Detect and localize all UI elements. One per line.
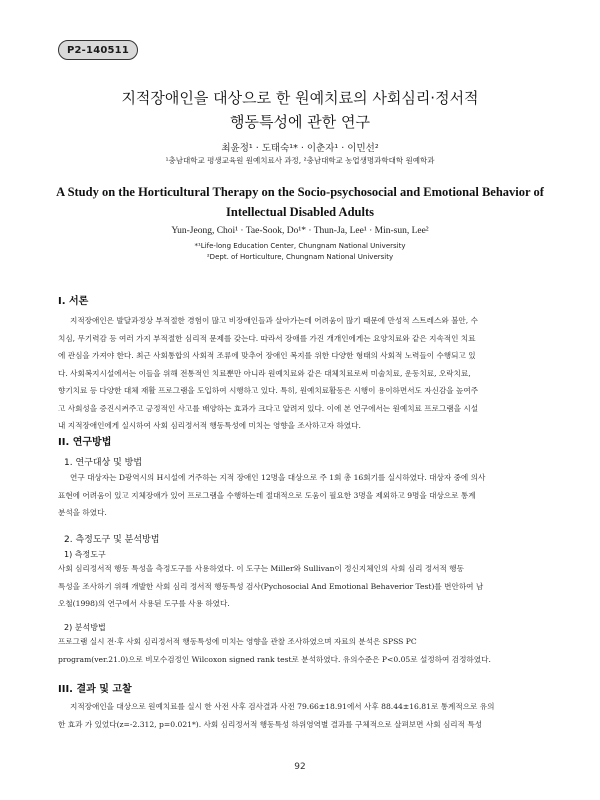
english-title-line-2: Intellectual Disabled Adults	[226, 205, 374, 219]
text-line: 지적장애인을 대상으로 원예치료를 실시 한 사전 사후 검사결과 사전 79.66±18.91에서 사후 88.44±16.81로 통계적으로 유의	[70, 702, 495, 711]
section-heading-results: III. 결과 및 고찰	[58, 684, 132, 695]
text-line: 특성을 조사하기 위해 개발한 사회 심리 정서적 행동특성 검사(Pychosocial And Emotional Behaverior Test)를 번안하여 남	[58, 581, 484, 591]
text-line: program(ver.21.0)으로 비모수검정인 Wilcoxon signed rank test로 분석하였다. 유의수준은 P<0.05로 설정하여 검정하였다.	[58, 654, 491, 664]
tool-paragraph	[58, 560, 544, 613]
english-affiliations	[0, 241, 600, 263]
text-line: 에 관심을 가져야 한다. 최근 사회통합의 사회적 조류에 맞추어 장애인 복지를 위한 다양한 형태의 사회적 노력들이 수행되고 있	[58, 351, 476, 360]
section-heading-methods: II. 연구방법	[58, 437, 112, 448]
page-number: 92	[294, 762, 306, 772]
korean-title-line-2: 행동특성에 관한 연구	[230, 113, 370, 131]
korean-title-line-1: 지적장애인을 대상으로 한 원예치료의 사회심리·정서적	[121, 89, 479, 107]
korean-title	[0, 86, 600, 134]
text-line: 한 효과 가 있었다(z=-2.312, p=0.021*). 사회 심리정서적 행동특성 하위영역별 결과를 구체적으로 살펴보면 사회 심리적 특성	[58, 719, 483, 729]
english-title	[20, 182, 580, 222]
subsection-heading-subjects: 1. 연구대상 및 방법	[64, 458, 143, 468]
text-line: 사회 심리정서적 행동 특성을 측정도구를 사용하였다. 이 도구는 Miller와 Sullivan이 정신지체인의 사회 심리 정서적 행동	[58, 564, 464, 573]
paper-code-badge: P2-140511	[58, 40, 138, 60]
text-line: 다. 사회복지시설에서는 이들을 위해 전통적인 치료뿐만 아니라 원예치료와 같은 대체치료로써 미술치료, 운동치료, 오락치료,	[58, 368, 471, 378]
english-authors: Yun-Jeong, Choi¹ · Tae-Sook, Do¹* · Thun-Ja, Lee¹ · Min-sun, Lee²	[171, 226, 429, 236]
analysis-paragraph	[58, 633, 544, 668]
text-line: 내 지적장애인에게 실시하여 사회 심리정서적 행동특성에 미치는 영향을 조사하고자 하였다.	[58, 421, 361, 430]
english-title-line-1: A Study on the Horticultural Therapy on the Socio-psychosocial and Emotional Behavior of	[56, 185, 544, 199]
text-line: 고 사회성을 증진시켜주고 긍정적인 사고를 배양하는 효과가 크다고 알려져 있다. 이에 본 연구에서는 원예치료 프로그램을 시설	[58, 403, 479, 413]
tool-heading: 1) 측정도구	[64, 550, 106, 559]
analysis-heading: 2) 분석방법	[64, 623, 106, 632]
text-line: 연구 대상자는 D광역시의 H시설에 거주하는 지적 장애인 12명을 대상으로 주 1회 총 16회기를 실시하였다. 대상자 중에 의사	[70, 473, 486, 482]
text-line: 오철(1998)의 연구에서 사용된 도구를 사용 하였다.	[58, 599, 230, 608]
subjects-paragraph	[58, 469, 544, 522]
text-line: 향기치료 등 다양한 대체 재활 프로그램을 도입하여 시행하고 있다. 특히, 원예치료활동은 시행이 용이하면서도 자신감을 높여주	[58, 386, 479, 395]
text-line: 치심, 무기력감 등 여러 가지 부적절한 심리적 문제를 갖는다. 따라서 장애를 가진 개개인에게는 요양치료와 같은 지속적인 치료	[58, 333, 476, 343]
text-line: 프로그램 실시 전·후 사회 심리정서적 행동특성에 미치는 영향을 관찰 조사하였으며 자료의 분석은 SPSS PC	[58, 637, 417, 646]
text-line: 지적장애인은 발달과정상 부적절한 경험이 많고 비장애인들과 살아가는데 어려움이 많기 때문에 만성적 스트레스와 불안, 수	[70, 316, 478, 325]
section-heading-intro: I. 서론	[58, 296, 89, 307]
text-line: 분석을 하였다.	[58, 508, 107, 517]
english-affiliation-1: *¹Life-long Education Center, Chungnam National University	[194, 242, 406, 250]
subsection-heading-tools: 2. 측정도구 및 분석방법	[64, 535, 160, 545]
korean-affiliations: ¹충남대학교 평생교육원 원예치료사 과정, ²충남대학교 농업생명과학대학 원예학과	[165, 156, 435, 165]
results-paragraph	[58, 698, 544, 733]
text-line: 표현에 어려움이 있고 지체장애가 있어 프로그램을 수행하는데 절대적으로 도움이 필요한 3명을 제외하고 9명을 대상으로 통계	[58, 490, 476, 500]
korean-authors: 최윤정¹ · 도태숙¹* · 이춘자¹ · 이민선²	[221, 143, 379, 154]
english-affiliation-2: ²Dept. of Horticulture, Chungnam National University	[206, 253, 394, 261]
intro-paragraph	[58, 312, 544, 435]
